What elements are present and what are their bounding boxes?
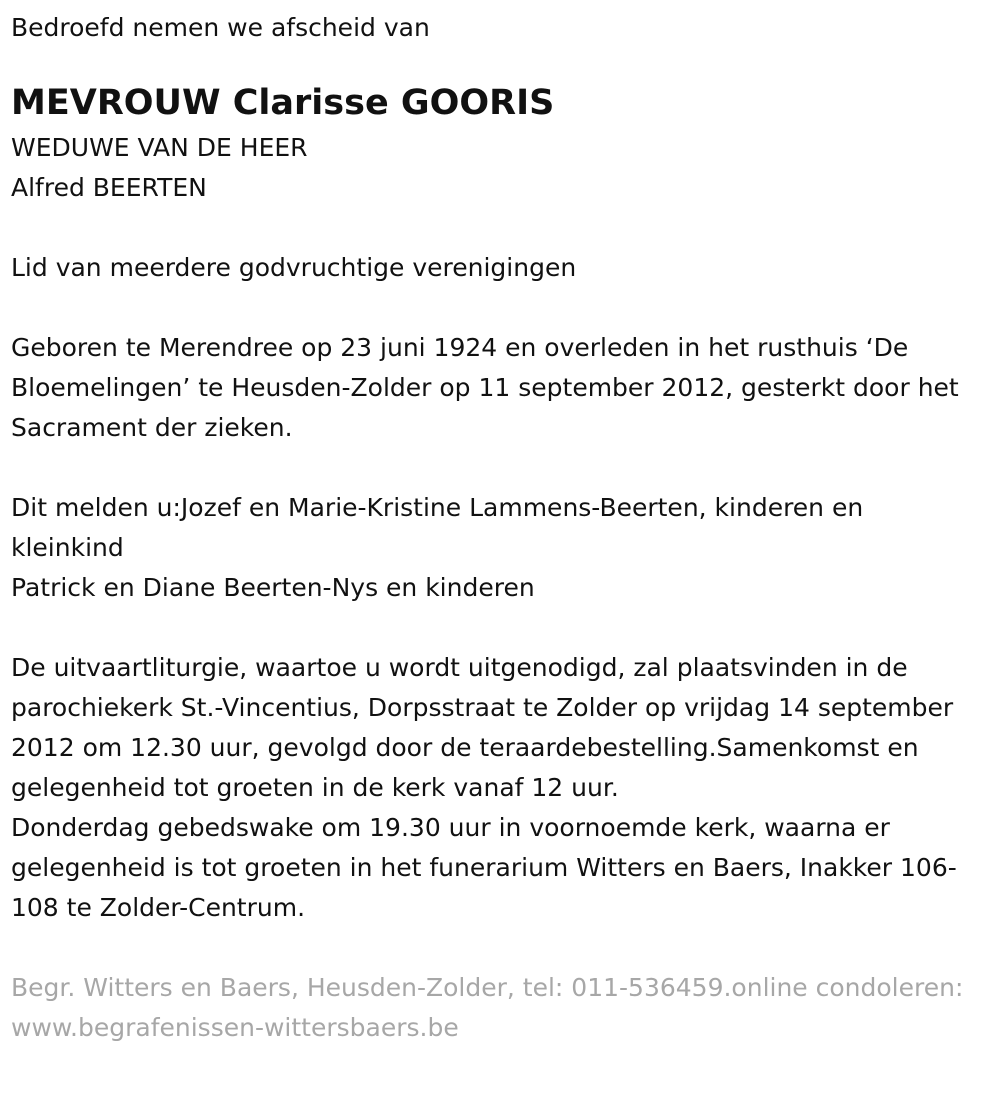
- spacer: [11, 288, 978, 328]
- intro-text: Bedroefd nemen we afscheid van: [11, 13, 430, 42]
- membership-text: Lid van meerdere godvruchtige verenigingen: [11, 253, 577, 282]
- spacer: [11, 448, 978, 488]
- deceased-name: MEVROUW Clarisse GOORIS: [11, 83, 555, 123]
- spacer: [11, 608, 978, 648]
- spouse-label: WEDUWE VAN DE HEER: [11, 133, 308, 162]
- funeral-text: De uitvaartliturgie, waartoe u wordt uitgenodigd, zal plaatsvinden in de parochiekerk St.-Vincentius, Dorpsstraat te Zolder op vrijdag 14 september 2012 om 12.30 uur, gevolgd door de teraardebestelling.Samenkomst en gelegenheid tot groeten in de kerk vanaf 12 uur.: [11, 653, 954, 802]
- wake-text: Donderdag gebedswake om 19.30 uur in voornoemde kerk, waarna er gelegenheid is tot groeten in het funerarium Witters en Baers, Inakker 106-108 te Zolder-Centrum.: [11, 813, 957, 922]
- undertaker-footer: Begr. Witters en Baers, Heusden-Zolder, tel: 011-536459.online condoleren: www.begrafenissen-wittersbaers.be: [11, 973, 964, 1042]
- spacer: [11, 928, 978, 968]
- spacer: [11, 208, 978, 248]
- announcers-line-1: Dit melden u:Jozef en Marie-Kristine Lammens-Beerten, kinderen en kleinkind: [11, 493, 864, 562]
- birth-death-text: Geboren te Merendree op 23 juni 1924 en overleden in het rusthuis ‘De Bloemelingen’ te Heusden-Zolder op 11 september 2012, gesterkt door het Sacrament der zieken.: [11, 333, 959, 442]
- spouse-name: Alfred BEERTEN: [11, 173, 207, 202]
- announcers-line-2: Patrick en Diane Beerten-Nys en kinderen: [11, 573, 535, 602]
